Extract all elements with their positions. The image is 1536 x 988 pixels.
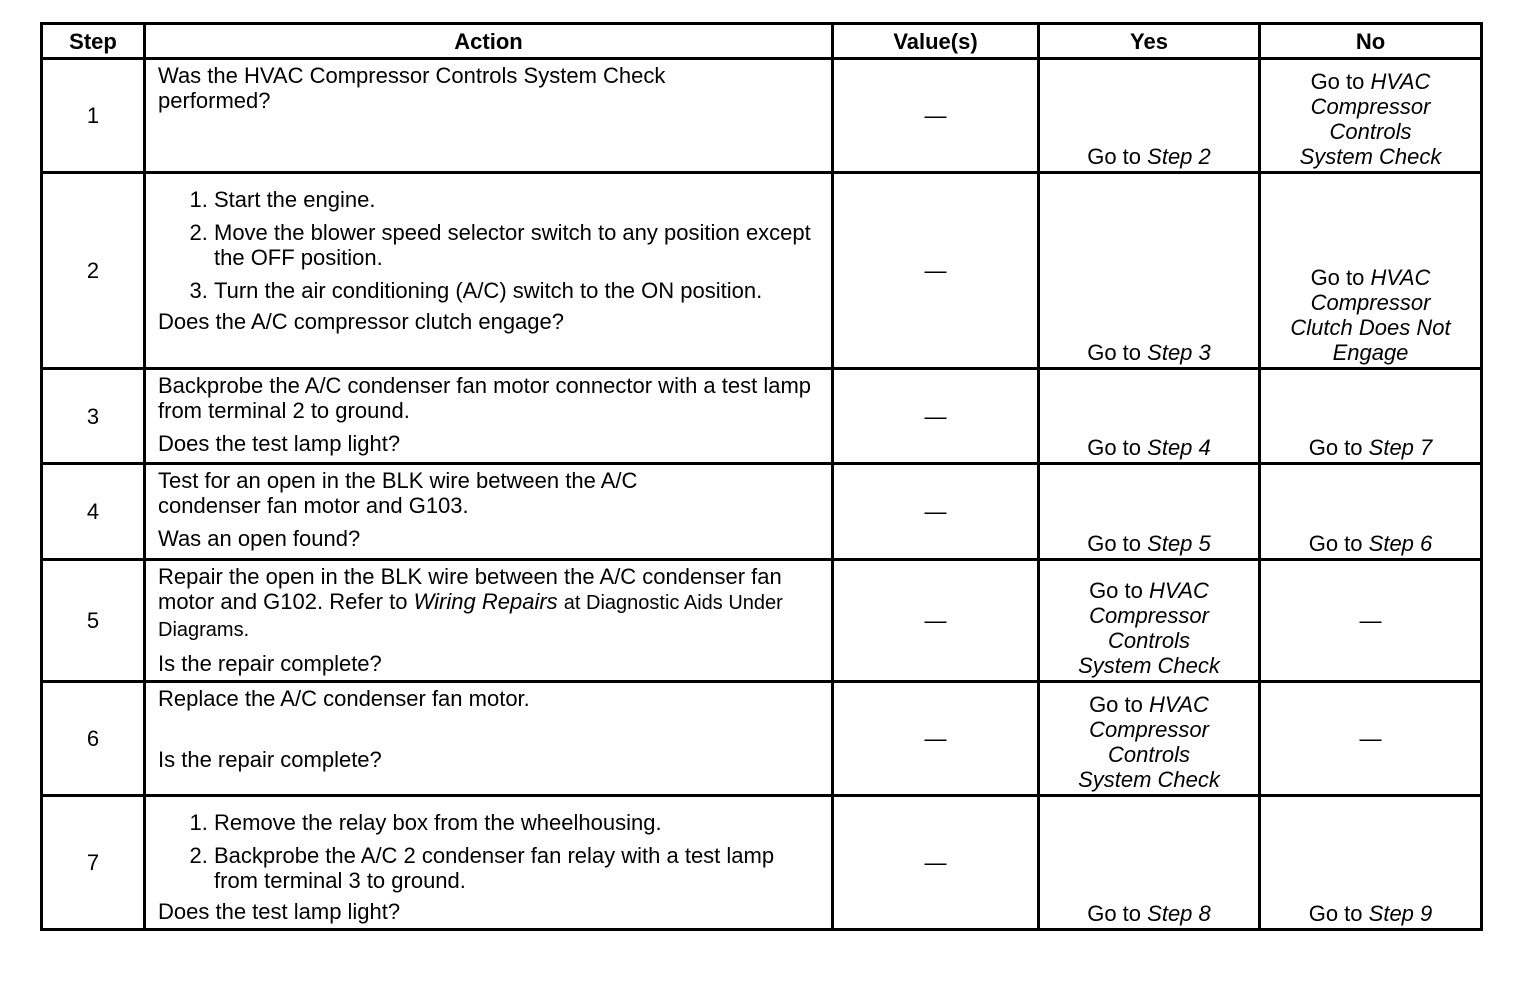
table-row <box>42 796 1482 930</box>
table-row <box>42 59 1482 173</box>
yes-cell <box>1039 682 1260 796</box>
action-cell <box>145 59 833 173</box>
yes-target-line: HVAC <box>1149 692 1209 717</box>
no-cell <box>1260 464 1482 560</box>
action-text-tail: at Diagnostic Aids Under Diagrams. <box>158 592 783 641</box>
question-text: Does the test lamp light? <box>158 899 401 924</box>
no-cell: — <box>1260 682 1482 796</box>
action-text-main: Repair the open in the BLK wire between the A/C condenser fan motor and G102. Refer to <box>158 564 782 614</box>
go-to-label: Go to <box>1089 578 1143 603</box>
question-text: Does the A/C compressor clutch engage? <box>158 309 565 334</box>
value-cell: — <box>833 173 1039 369</box>
action-cell <box>145 796 833 930</box>
go-to-label: Go to <box>1308 435 1363 460</box>
no-target-line: System Check <box>1299 144 1442 169</box>
header-yes: Yes <box>1039 24 1260 59</box>
no-cell <box>1260 796 1482 930</box>
yes-cell <box>1039 560 1260 682</box>
go-to-label: Go to <box>1308 531 1363 556</box>
go-to-label: Go to <box>1310 265 1365 290</box>
go-to-label: Go to <box>1310 69 1365 94</box>
yes-target: Step 5 <box>1147 531 1211 556</box>
go-to-label: Go to <box>1087 901 1142 926</box>
value-cell: — <box>833 560 1039 682</box>
action-text: Backprobe the A/C condenser fan motor connector with a test lamp from terminal 2 to ground. <box>158 373 812 423</box>
table-row <box>42 682 1482 796</box>
table-row <box>42 369 1482 464</box>
no-cell <box>1260 369 1482 464</box>
yes-target: Step 8 <box>1147 901 1211 926</box>
yes-target-line: Controls <box>1108 742 1190 767</box>
no-target-line: HVAC <box>1370 265 1431 290</box>
yes-target-line: System Check <box>1078 653 1220 678</box>
no-target-line: HVAC <box>1370 69 1431 94</box>
step-number: 3 <box>42 369 145 464</box>
table-row <box>42 560 1482 682</box>
procedure-list <box>158 187 823 303</box>
table-row <box>42 173 1482 369</box>
yes-target: Step 2 <box>1147 144 1211 169</box>
header-values: Value(s) <box>833 24 1039 59</box>
no-cell <box>1260 59 1482 173</box>
step-number: 2 <box>42 173 145 369</box>
header-step: Step <box>42 24 145 59</box>
header-row <box>42 24 1482 59</box>
table-row <box>42 464 1482 560</box>
yes-target-line: Compressor <box>1089 717 1209 742</box>
go-to-label: Go to <box>1087 340 1142 365</box>
procedure-list <box>158 810 823 893</box>
no-target-line: Engage <box>1332 340 1409 365</box>
go-to-label: Go to <box>1087 531 1142 556</box>
step-number: 5 <box>42 560 145 682</box>
value-cell: — <box>833 682 1039 796</box>
go-to-label: Go to <box>1308 901 1363 926</box>
action-cell <box>145 682 833 796</box>
no-target: Step 6 <box>1368 531 1433 556</box>
procedure-step: 2. Backprobe the A/C 2 condenser fan relay with a test lamp from terminal 3 to ground. <box>214 843 823 893</box>
question-text: Is the repair complete? <box>158 747 382 772</box>
step-number: 6 <box>42 682 145 796</box>
action-text: Replace the A/C condenser fan motor. <box>158 686 530 711</box>
procedure-step: 1. Start the engine. <box>214 187 823 212</box>
header-action: Action <box>145 24 833 59</box>
yes-cell <box>1039 369 1260 464</box>
procedure-step: 2. Move the blower speed selector switch to any position except the OFF position. <box>214 220 823 270</box>
go-to-label: Go to <box>1087 435 1142 460</box>
step-number: 4 <box>42 464 145 560</box>
yes-cell <box>1039 464 1260 560</box>
value-cell: — <box>833 796 1039 930</box>
go-to-label: Go to <box>1087 144 1142 169</box>
yes-target: Step 4 <box>1147 435 1211 460</box>
yes-cell <box>1039 173 1260 369</box>
no-cell: — <box>1260 560 1482 682</box>
action-reference: Wiring Repairs <box>413 589 558 614</box>
go-to-label: Go to <box>1089 692 1143 717</box>
no-target-line: Compressor <box>1310 94 1431 119</box>
action-text <box>158 564 823 643</box>
yes-target-line: HVAC <box>1149 578 1209 603</box>
action-text: Was the HVAC Compressor Controls System Check performed? <box>158 63 666 113</box>
yes-target-line: Compressor <box>1089 603 1209 628</box>
no-target: Step 7 <box>1368 435 1433 460</box>
action-cell <box>145 464 833 560</box>
diagnostic-table <box>40 22 1483 931</box>
action-cell <box>145 173 833 369</box>
no-target-line: Compressor <box>1310 290 1431 315</box>
no-target-line: Controls <box>1329 119 1412 144</box>
no-target-line: Clutch Does Not <box>1290 315 1451 340</box>
procedure-step: 3. Turn the air conditioning (A/C) switch to the ON position. <box>214 278 823 303</box>
value-cell: — <box>833 59 1039 173</box>
action-cell <box>145 369 833 464</box>
value-cell: — <box>833 464 1039 560</box>
yes-target-line: System Check <box>1078 767 1220 792</box>
yes-cell <box>1039 796 1260 930</box>
question-text: Was an open found? <box>158 526 361 551</box>
yes-cell <box>1039 59 1260 173</box>
yes-target: Step 3 <box>1147 340 1211 365</box>
step-number: 1 <box>42 59 145 173</box>
action-cell <box>145 560 833 682</box>
no-target: Step 9 <box>1368 901 1433 926</box>
header-no: No <box>1260 24 1482 59</box>
value-cell: — <box>833 369 1039 464</box>
question-text: Does the test lamp light? <box>158 431 401 456</box>
step-number: 7 <box>42 796 145 930</box>
procedure-step: 1. Remove the relay box from the wheelhousing. <box>214 810 823 835</box>
no-cell <box>1260 173 1482 369</box>
question-text: Is the repair complete? <box>158 651 382 676</box>
yes-target-line: Controls <box>1108 628 1190 653</box>
action-text: Test for an open in the BLK wire between the A/C condenser fan motor and G103. <box>158 468 638 518</box>
